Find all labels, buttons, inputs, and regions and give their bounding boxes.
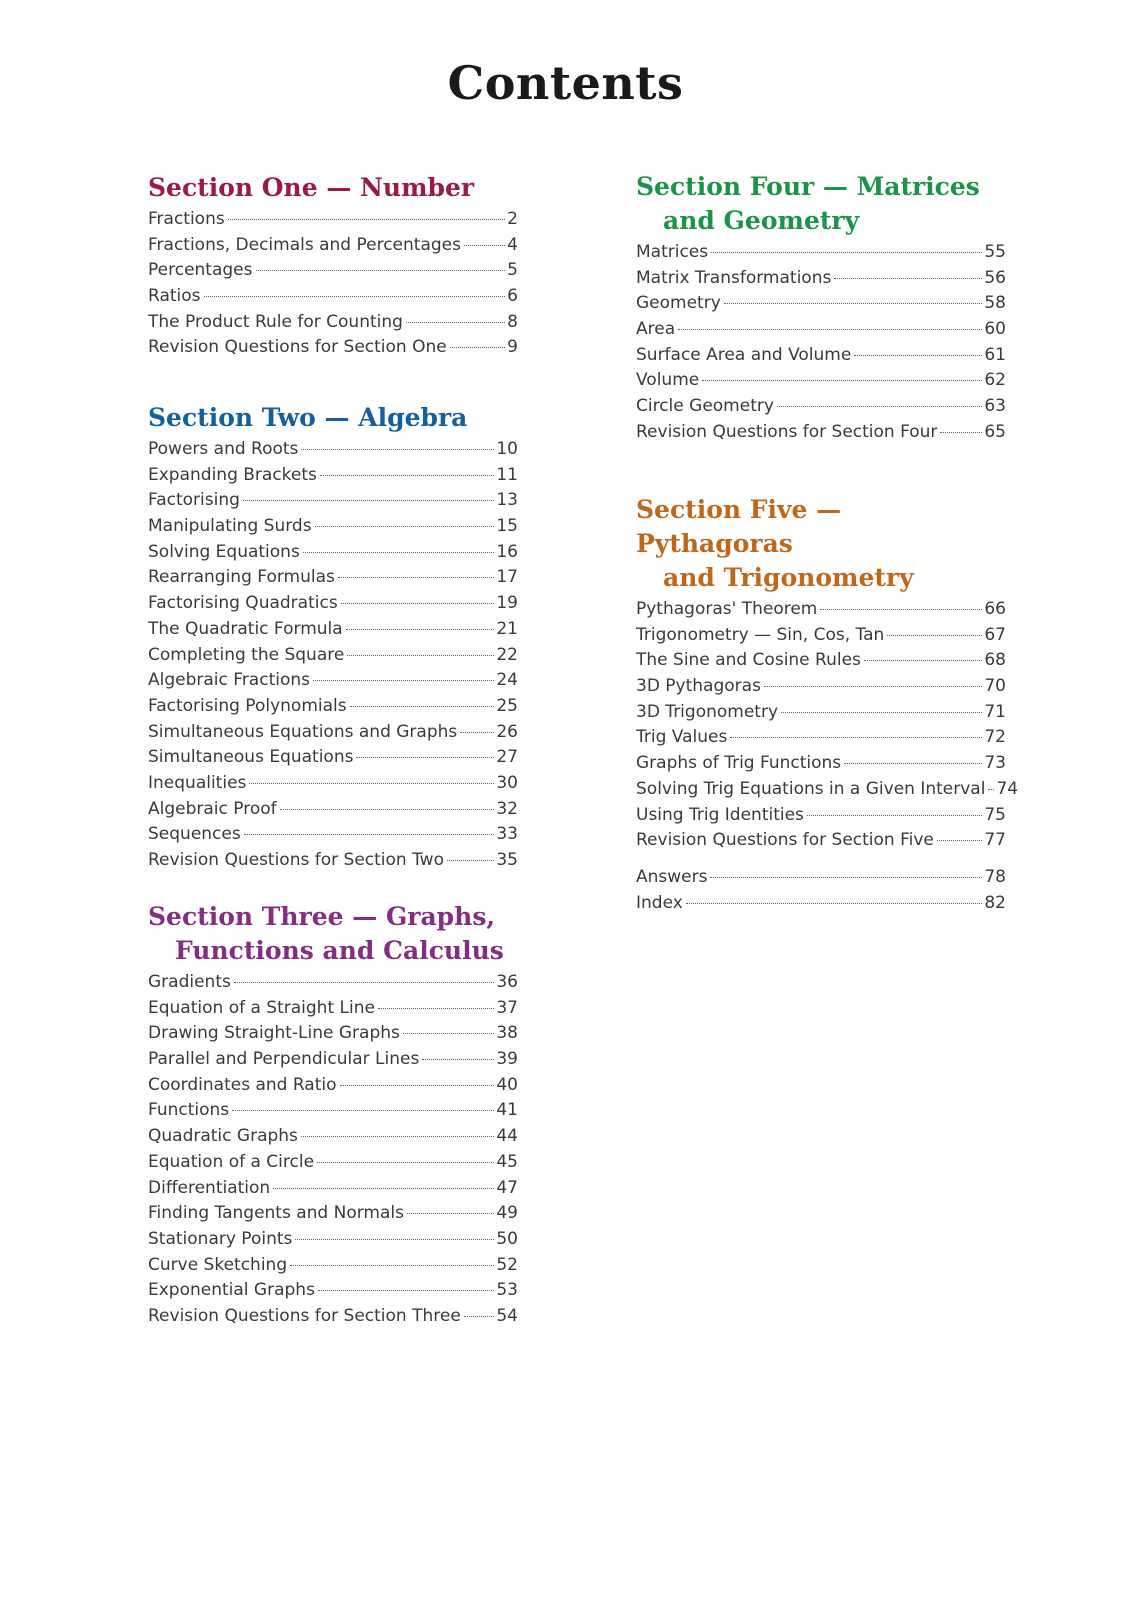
toc-entry-page: 53	[496, 1280, 518, 1301]
toc-entry	[148, 1280, 518, 1306]
toc-entry	[148, 337, 518, 363]
toc-entry-title: Functions	[148, 1100, 230, 1121]
section-two-heading-line1: Section Two — Algebra	[148, 403, 468, 432]
dot-leader	[711, 252, 982, 253]
dot-leader	[710, 877, 982, 878]
toc-entry	[636, 242, 1006, 268]
toc-entry	[148, 799, 518, 825]
toc-entry-page: 52	[496, 1254, 518, 1275]
toc-entry-title: Ratios	[148, 286, 201, 307]
dot-leader	[407, 1213, 494, 1214]
dot-leader	[937, 840, 982, 841]
toc-entry	[148, 465, 518, 491]
toc-entry-title: Trig Values	[636, 727, 728, 748]
toc-entry-page: 37	[496, 997, 518, 1018]
toc-entry-page: 82	[984, 892, 1006, 913]
toc-entry-title: Revision Questions for Section Three	[148, 1305, 461, 1326]
toc-entry-page: 60	[984, 319, 1006, 340]
toc-entry	[636, 345, 1006, 371]
dot-leader	[854, 355, 982, 356]
dot-leader	[464, 245, 505, 246]
section-one-heading	[148, 171, 518, 205]
dot-leader	[450, 347, 505, 348]
toc-entry	[636, 370, 1006, 396]
section-three-heading-line2: Functions and Calculus	[175, 936, 504, 965]
toc-entry	[636, 893, 1006, 919]
section-five-heading-line1: Section Five — Pythagoras	[636, 495, 842, 558]
toc-entry-title: Algebraic Fractions	[148, 670, 310, 691]
toc-entry	[636, 778, 1019, 805]
toc-entry-page: 9	[507, 337, 518, 358]
toc-entry-page: 70	[984, 676, 1006, 697]
dot-leader	[678, 329, 982, 330]
dot-leader	[303, 552, 495, 553]
toc-entry	[148, 850, 518, 876]
toc-entry	[148, 209, 518, 235]
dot-leader	[887, 635, 982, 636]
dot-leader	[447, 860, 494, 861]
toc-entry-title: Fractions	[148, 209, 225, 229]
dot-leader	[228, 219, 505, 220]
toc-entry	[148, 1255, 518, 1281]
toc-entry-page: 30	[496, 772, 518, 793]
toc-entry-title: Algebraic Proof	[148, 798, 277, 819]
dot-leader	[338, 577, 494, 578]
section-five-heading-line2: and Trigonometry	[663, 563, 914, 592]
toc-entry	[148, 567, 518, 593]
toc-entry-title: Geometry	[636, 293, 721, 314]
dot-leader	[686, 903, 983, 904]
toc-entry-title: Equation of a Straight Line	[148, 997, 375, 1018]
toc-entry-page: 21	[496, 618, 518, 639]
toc-entry	[148, 722, 518, 748]
toc-entry	[148, 260, 518, 286]
toc-entry-page: 38	[496, 1023, 518, 1044]
toc-entry	[636, 599, 1006, 625]
toc-entry-title: Revision Questions for Section One	[148, 337, 447, 358]
toc-entry	[636, 293, 1006, 319]
dot-leader	[820, 609, 982, 610]
section-five-heading	[636, 493, 1006, 595]
toc-entry-title: Expanding Brackets	[148, 464, 317, 485]
toc-entry-title: Circle Geometry	[636, 396, 774, 417]
toc-entry	[148, 1075, 518, 1101]
toc-entry-title: Revision Questions for Section Five	[636, 830, 934, 851]
toc-entry	[636, 268, 1006, 294]
toc-entry-page: 58	[984, 293, 1006, 314]
toc-entry-title: Manipulating Surds	[148, 516, 312, 537]
dot-leader	[834, 278, 982, 279]
section-two-entries	[148, 439, 518, 876]
toc-entry-title: Gradients	[148, 972, 231, 992]
toc-entry-title: Surface Area and Volume	[636, 344, 852, 365]
toc-entry-title: Sequences	[148, 824, 241, 845]
dot-leader	[244, 834, 495, 835]
toc-entry-title: Graphs of Trig Functions	[636, 753, 842, 774]
dot-leader	[702, 380, 982, 381]
toc-entry	[148, 619, 518, 645]
dot-leader	[256, 270, 506, 271]
toc-entry-page: 32	[496, 798, 518, 819]
dot-leader	[764, 686, 982, 687]
toc-entry-page: 16	[496, 541, 518, 562]
toc-entry-title: The Quadratic Formula	[148, 618, 343, 639]
toc-entry	[636, 625, 1006, 651]
toc-entry	[636, 422, 1006, 448]
section-three-heading	[148, 900, 518, 968]
toc-entry	[636, 396, 1006, 422]
toc-entry-page: 54	[496, 1305, 518, 1326]
toc-entry-page: 33	[496, 824, 518, 845]
dot-leader	[346, 629, 495, 630]
toc-entry-title: 3D Pythagoras	[636, 676, 761, 697]
toc-entry	[148, 542, 518, 568]
dot-leader	[403, 1033, 494, 1034]
dot-leader	[940, 432, 982, 433]
toc-entry-page: 55	[984, 242, 1006, 262]
toc-entry-page: 25	[496, 695, 518, 716]
dot-leader	[301, 1136, 494, 1137]
dot-leader	[777, 406, 982, 407]
toc-entry-page: 61	[984, 344, 1006, 365]
toc-entry	[148, 312, 518, 338]
dot-leader	[864, 660, 982, 661]
dot-leader	[317, 1162, 494, 1163]
toc-entry	[148, 1152, 518, 1178]
toc-entry-page: 71	[984, 701, 1006, 722]
dot-leader	[234, 982, 495, 983]
dot-leader	[340, 1085, 495, 1086]
section-five-entries	[636, 599, 1019, 856]
toc-entry-title: Percentages	[148, 260, 253, 281]
toc-entry-title: Solving Equations	[148, 541, 300, 562]
toc-entry	[636, 650, 1006, 676]
toc-entry-title: Quadratic Graphs	[148, 1126, 298, 1147]
toc-entry-title: Finding Tangents and Normals	[148, 1203, 404, 1224]
toc-entry-page: 22	[496, 644, 518, 665]
dot-leader	[204, 296, 506, 297]
toc-entry-title: Powers and Roots	[148, 439, 299, 459]
page-title: Contents	[447, 56, 684, 110]
toc-entry-title: Fractions, Decimals and Percentages	[148, 234, 461, 255]
toc-entry	[148, 1306, 518, 1332]
toc-entry	[148, 1126, 518, 1152]
toc-entry-page: 41	[496, 1100, 518, 1121]
toc-entry-page: 44	[496, 1126, 518, 1147]
dot-leader	[844, 763, 982, 764]
section-one-entries	[148, 209, 518, 363]
toc-entry	[148, 773, 518, 799]
toc-entry-title: Rearranging Formulas	[148, 567, 335, 588]
toc-entry-title: Index	[636, 892, 683, 913]
dot-leader	[315, 526, 495, 527]
toc-entry-page: 50	[496, 1228, 518, 1249]
toc-entry	[148, 593, 518, 619]
dot-leader	[301, 449, 494, 450]
dot-leader	[464, 1316, 495, 1317]
dot-leader	[320, 475, 494, 476]
section-four-entries	[636, 242, 1006, 448]
toc-entry	[148, 1178, 518, 1204]
toc-entry-title: Drawing Straight-Line Graphs	[148, 1023, 400, 1044]
dot-leader	[341, 603, 495, 604]
section-one-heading-line1: Section One — Number	[148, 173, 475, 202]
toc-entry	[148, 439, 518, 465]
section-four-heading-line2: and Geometry	[663, 206, 860, 235]
toc-entry-page: 56	[984, 267, 1006, 288]
toc-entry-title: Differentiation	[148, 1177, 271, 1198]
toc-entry-title: Volume	[636, 370, 700, 391]
dot-leader	[378, 1008, 494, 1009]
toc-entry	[148, 998, 518, 1024]
toc-entry-page: 6	[507, 286, 518, 307]
toc-entry	[148, 747, 518, 773]
section-three-entries	[148, 972, 518, 1332]
toc-entry-page: 73	[984, 753, 1006, 774]
toc-entry-page: 62	[984, 370, 1006, 391]
toc-entry-page: 49	[496, 1203, 518, 1224]
toc-entry-title: Revision Questions for Section Two	[148, 850, 444, 870]
toc-entry	[148, 972, 518, 998]
toc-entry-page: 75	[984, 804, 1006, 825]
toc-entry-page: 5	[507, 260, 518, 281]
toc-entry-title: Matrix Transformations	[636, 267, 832, 288]
toc-entry	[148, 286, 518, 312]
toc-entry-title: Answers	[636, 867, 708, 887]
toc-entry-page: 2	[507, 209, 518, 229]
dot-leader	[460, 732, 494, 733]
dot-leader	[730, 737, 982, 738]
dot-leader	[313, 680, 494, 681]
toc-entry	[148, 235, 518, 261]
toc-entry-page: 13	[496, 490, 518, 511]
section-four	[636, 170, 1006, 448]
dot-leader	[347, 655, 494, 656]
toc-entry	[636, 727, 1006, 753]
toc-entry-title: Parallel and Perpendicular Lines	[148, 1049, 420, 1070]
toc-entry-title: Completing the Square	[148, 644, 345, 665]
toc-entry-title: Factorising	[148, 490, 240, 511]
toc-entry-title: The Sine and Cosine Rules	[636, 650, 861, 671]
dot-leader	[243, 500, 494, 501]
toc-entry-title: Equation of a Circle	[148, 1151, 315, 1172]
toc-entry-title: Using Trig Identities	[636, 804, 804, 825]
toc-entry-title: Simultaneous Equations	[148, 747, 354, 768]
section-two-heading	[148, 401, 518, 435]
toc-entry-page: 40	[496, 1074, 518, 1095]
section-five	[636, 493, 1019, 856]
toc-entry-page: 36	[496, 972, 518, 992]
dot-leader	[318, 1290, 494, 1291]
toc-entry	[148, 516, 518, 542]
toc-entry	[148, 1203, 518, 1229]
toc-entry	[636, 319, 1006, 345]
toc-entry-title: Inequalities	[148, 772, 247, 793]
toc-entry-page: 26	[496, 721, 518, 742]
toc-entry-title: Curve Sketching	[148, 1254, 288, 1275]
toc-entry	[148, 1229, 518, 1255]
toc-entry-title: Pythagoras' Theorem	[636, 599, 818, 619]
section-four-heading	[636, 170, 1006, 238]
toc-entry-page: 39	[496, 1049, 518, 1070]
toc-entry-title: Stationary Points	[148, 1228, 293, 1249]
toc-entry-page: 24	[496, 670, 518, 691]
toc-entry	[148, 645, 518, 671]
dot-leader	[988, 789, 994, 790]
section-two	[148, 401, 518, 876]
dot-leader	[249, 783, 494, 784]
dot-leader	[406, 322, 505, 323]
toc-entry	[148, 1023, 518, 1049]
toc-entry	[148, 1049, 518, 1075]
toc-entry-page: 65	[984, 421, 1006, 442]
toc-entry	[148, 1100, 518, 1126]
dot-leader	[273, 1188, 494, 1189]
toc-entry-page: 4	[507, 234, 518, 255]
dot-leader	[350, 706, 495, 707]
toc-entry-page: 63	[984, 396, 1006, 417]
toc-entry	[636, 753, 1006, 779]
dot-leader	[295, 1239, 494, 1240]
toc-entry	[148, 670, 518, 696]
section-three	[148, 900, 518, 1332]
toc-entry-title: Trigonometry — Sin, Cos, Tan	[636, 624, 885, 645]
toc-entry-title: Coordinates and Ratio	[148, 1074, 337, 1095]
toc-entry-page: 67	[984, 624, 1006, 645]
toc-entry	[636, 676, 1006, 702]
toc-entry-title: Area	[636, 319, 676, 340]
toc-entry-page: 74	[996, 778, 1019, 799]
dot-leader	[356, 757, 494, 758]
toc-entry-title: Factorising Quadratics	[148, 593, 338, 614]
toc-entry-title: Solving Trig Equations in a Given Interval	[636, 778, 986, 799]
toc-entry-title: Factorising Polynomials	[148, 695, 347, 716]
toc-entry-page: 66	[984, 599, 1006, 619]
toc-entry-page: 68	[984, 650, 1006, 671]
toc-entry-title: Matrices	[636, 242, 709, 262]
toc-entry-title: 3D Trigonometry	[636, 701, 779, 722]
toc-entry-title: Simultaneous Equations and Graphs	[148, 721, 458, 742]
toc-entry-page: 17	[496, 567, 518, 588]
section-four-heading-line1: Section Four — Matrices	[636, 172, 980, 201]
toc-entry-title: Revision Questions for Section Four	[636, 421, 938, 442]
toc-entry-page: 45	[496, 1151, 518, 1172]
toc-entry	[148, 824, 518, 850]
toc-entry-page: 15	[496, 516, 518, 537]
dot-leader	[280, 809, 495, 810]
dot-leader	[724, 303, 983, 304]
dot-leader	[290, 1265, 494, 1266]
toc-entry	[636, 867, 1006, 893]
dot-leader	[807, 815, 982, 816]
toc-entry-page: 35	[496, 850, 518, 870]
dot-leader	[781, 712, 982, 713]
toc-entry	[636, 830, 1006, 856]
toc-entry-page: 10	[496, 439, 518, 459]
toc-entry-title: The Product Rule for Counting	[148, 311, 403, 332]
back-matter	[636, 867, 1006, 918]
section-one	[148, 171, 518, 363]
dot-leader	[422, 1059, 494, 1060]
toc-entry-page: 8	[507, 311, 518, 332]
section-three-heading-line1: Section Three — Graphs,	[148, 902, 496, 931]
toc-entry-page: 27	[496, 747, 518, 768]
toc-entry-title: Exponential Graphs	[148, 1280, 315, 1301]
toc-entry-page: 78	[984, 867, 1006, 887]
dot-leader	[232, 1110, 494, 1111]
toc-entry	[636, 805, 1006, 831]
toc-entry-page: 77	[984, 830, 1006, 851]
toc-entry-page: 47	[496, 1177, 518, 1198]
toc-entry-page: 11	[496, 464, 518, 485]
toc-entry	[148, 490, 518, 516]
toc-entry-page: 72	[984, 727, 1006, 748]
toc-entry-page: 19	[496, 593, 518, 614]
back-matter-entries	[636, 867, 1006, 918]
toc-entry	[148, 696, 518, 722]
toc-entry	[636, 702, 1006, 728]
